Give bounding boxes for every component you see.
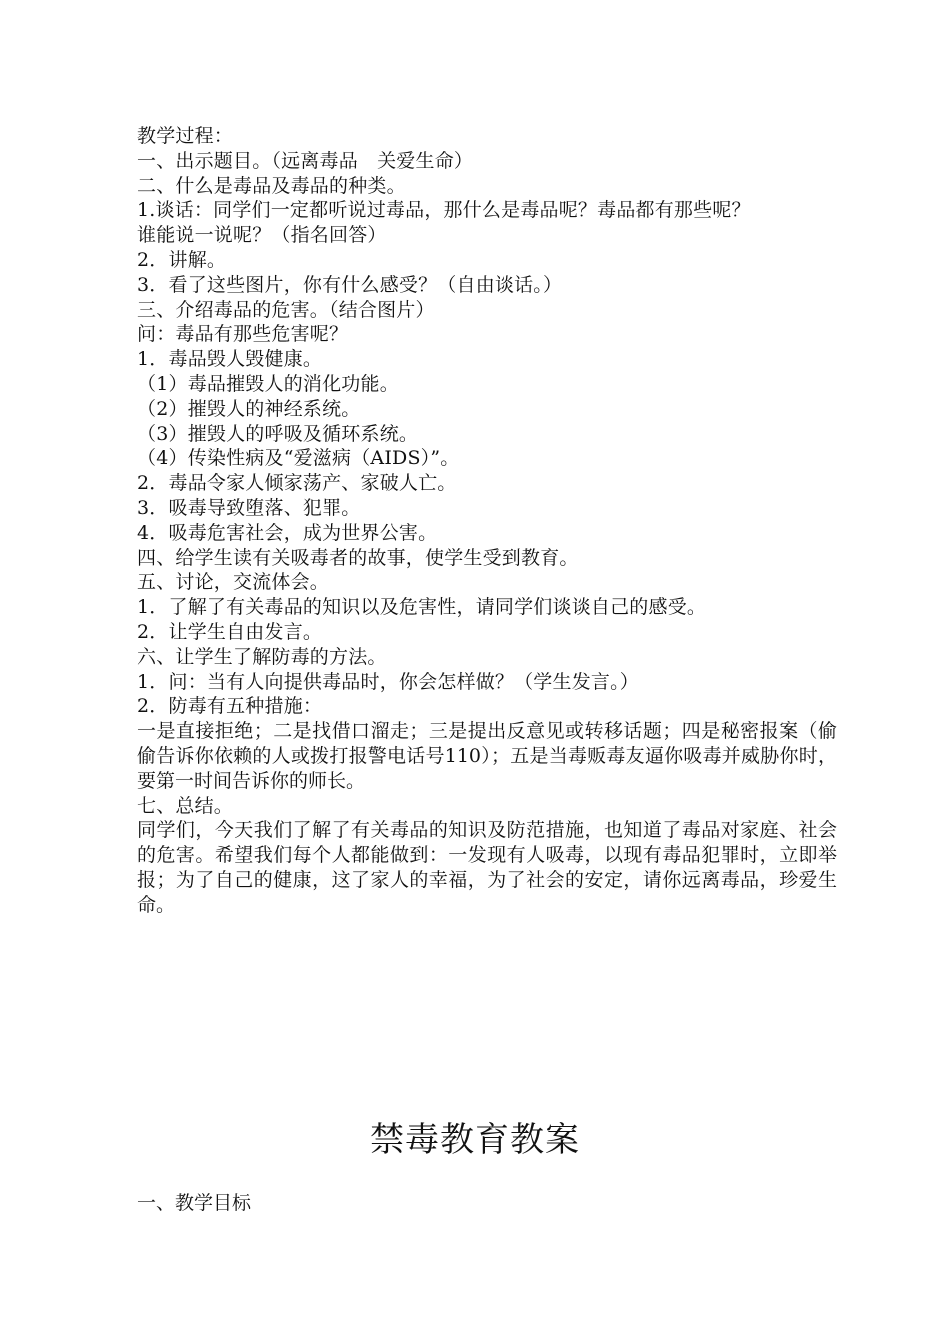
text-line: 2．让学生自由发言。 [137,620,323,643]
next-lesson-title: 禁毒教育教案 [370,1120,580,1160]
text-line: 一、出示题目。（远离毒品 关爱生命） [137,149,474,172]
lesson-process-text [137,124,837,918]
text-line: 1．问：当有人向提供毒品时，你会怎样做？（学生发言。） [137,670,639,693]
text-line: 谁能说一说呢？（指名回答） [137,224,387,247]
text-line: 教学过程： [137,125,234,147]
summary-paragraph: 同学们，今天我们了解了有关毒品的知识及防范措施，也知道了毒品对家庭、社会的危害。希望我们每个人都能做到：一发现有人吸毒，以现有毒品犯罪时，立即举报；为了自己的健康，这了家人的幸福，为了社会的安定，请你远离毒品，珍爱生命。 [137,819,837,916]
text-line: 2．毒品令家人倾家荡产、家破人亡。 [137,472,457,495]
measures-paragraph: 一是直接拒绝；二是找借口溜走；三是提出反意见或转移话题；四是秘密报案（偷偷告诉你依赖的人或拨打报警电话号110）；五是当毒贩毒友逼你吸毒并威胁你时，要第一时间告诉你的师长。 [137,720,837,792]
text-line: 问：毒品有那些危害呢？ [137,323,349,346]
text-line: 3．吸毒导致堕落、犯罪。 [137,496,361,519]
text-line: 六、让学生了解防毒的方法。 [137,645,387,668]
text-line: 2．防毒有五种措施： [137,695,323,718]
text-line: 五、讨论，交流体会。 [137,571,330,594]
text-line: 四、给学生读有关吸毒者的故事，使学生受到教育。 [137,546,579,569]
text-line: （1）毒品摧毁人的消化功能。 [137,372,399,395]
text-line: 1.谈话：同学们一定都听说过毒品，那什么是毒品呢？毒品都有那些呢？ [137,199,751,222]
text-line: 三、介绍毒品的危害。（结合图片） [137,298,435,321]
text-line: （3）摧毁人的呼吸及循环系统。 [137,422,419,445]
text-line: （4）传染性病及“爱滋病（AIDS）”。 [137,447,460,470]
text-line: 1．了解了有关毒品的知识以及危害性，请同学们谈谈自己的感受。 [137,596,707,619]
text-line: （2）摧毁人的神经系统。 [137,397,361,420]
text-line: 4．吸毒危害社会，成为世界公害。 [137,521,438,544]
text-line: 3．看了这些图片，你有什么感受？（自由谈话。） [137,273,563,296]
text-line: 1．毒品毁人毁健康。 [137,348,323,371]
text-line: 二、什么是毒品及毒品的种类。 [137,174,406,197]
section-heading-objectives: 一、教学目标 [137,1192,252,1214]
summary-heading: 七、总结。 [137,794,234,817]
text-line: 2．讲解。 [137,248,227,271]
